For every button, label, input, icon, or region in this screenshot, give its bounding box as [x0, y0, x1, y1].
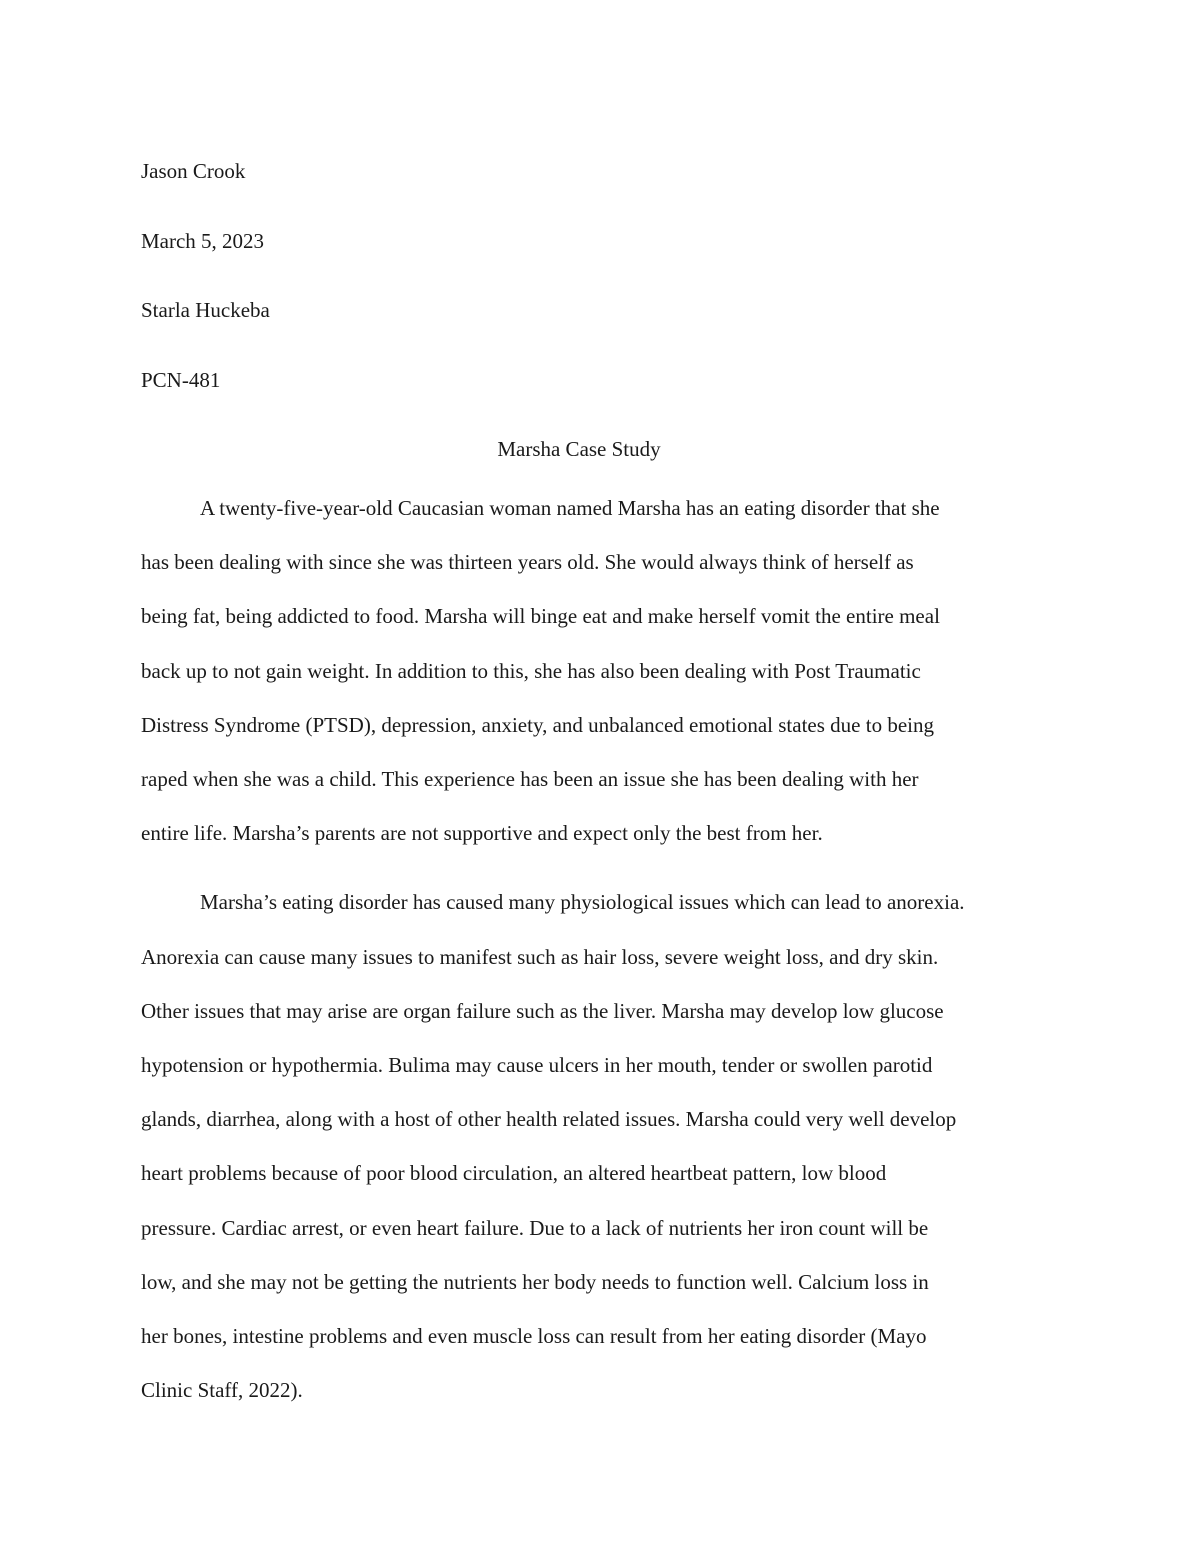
document-title: Marsha Case Study [497, 437, 661, 461]
text-line: has been dealing with since she was thirteen years old. She would always think of herself as [141, 550, 914, 575]
text-line: pressure. Cardiac arrest, or even heart failure. Due to a lack of nutrients her iron count will be [141, 1215, 929, 1240]
text-line: back up to not gain weight. In addition to this, she has also been dealing with Post Traumatic [141, 658, 921, 683]
text-line: being fat, being addicted to food. Marsha will binge eat and make herself vomit the entire meal [141, 604, 940, 629]
text-line: raped when she was a child. This experience has been an issue she has been dealing with her [141, 767, 919, 792]
text-line: glands, diarrhea, along with a host of other health related issues. Marsha could very well develop [141, 1107, 957, 1132]
author-name: Jason Crook [141, 159, 246, 183]
text-line: Distress Syndrome (PTSD), depression, anxiety, and unbalanced emotional states due to being [141, 712, 934, 737]
document-body [141, 481, 1056, 1432]
text-line: hypotension or hypothermia. Bulima may cause ulcers in her mouth, tender or swollen parotid [141, 1053, 933, 1078]
text-line: her bones, intestine problems and even muscle loss can result from her eating disorder (Mayo [141, 1324, 927, 1349]
text-line: low, and she may not be getting the nutrients her body needs to function well. Calcium loss in [141, 1269, 929, 1294]
text-line: Marsha’s eating disorder has caused many physiological issues which can lead to anorexia. [200, 890, 965, 915]
instructor-name: Starla Huckeba [141, 298, 270, 322]
document-header [141, 137, 1061, 485]
text-line: heart problems because of poor blood circulation, an altered heartbeat pattern, low blood [141, 1161, 887, 1186]
paragraph-1 [141, 481, 1056, 860]
text-line: Clinic Staff, 2022). [141, 1378, 303, 1403]
text-line: A twenty-five-year-old Caucasian woman named Marsha has an eating disorder that she [200, 496, 940, 520]
document-date: March 5, 2023 [141, 228, 265, 253]
course-code: PCN-481 [141, 367, 221, 392]
paragraph-2 [141, 875, 1056, 1417]
text-line: Anorexia can cause many issues to manifest such as hair loss, severe weight loss, and dry skin. [141, 944, 939, 969]
text-line: Other issues that may arise are organ failure such as the liver. Marsha may develop low glucose [141, 998, 944, 1023]
text-line: entire life. Marsha’s parents are not supportive and expect only the best from her. [141, 821, 823, 846]
